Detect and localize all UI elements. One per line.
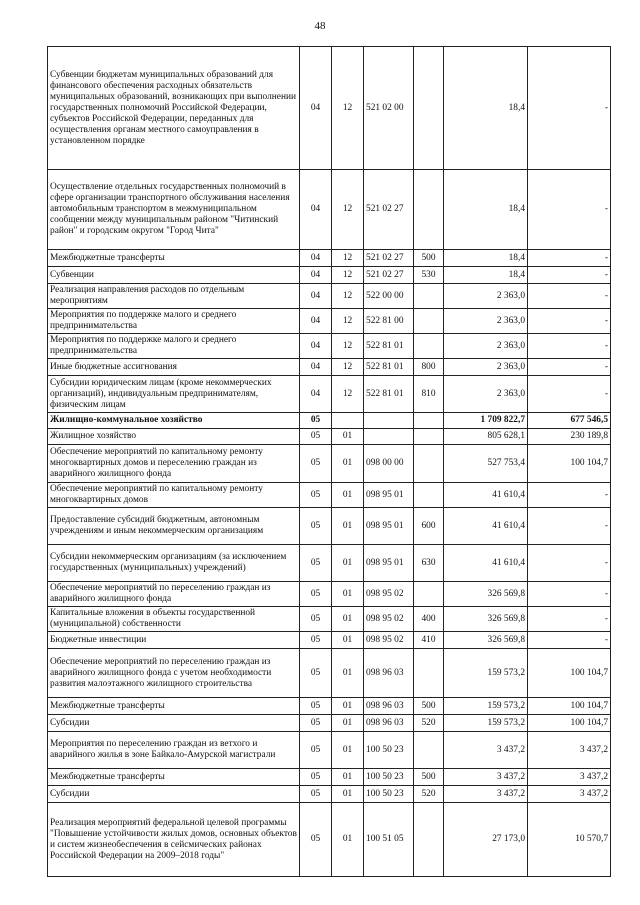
row-type: 410 — [414, 632, 444, 649]
row-code: 521 02 00 — [364, 47, 414, 170]
row-amount-1: 805 628,1 — [444, 429, 528, 445]
table-row — [48, 376, 611, 413]
table-row — [48, 334, 611, 359]
row-name: Реализация направления расходов по отдельным мероприятиям — [48, 284, 300, 309]
row-section: 05 — [300, 786, 332, 803]
row-type: 520 — [414, 786, 444, 803]
row-amount-2: - — [528, 508, 611, 545]
row-amount-2: 677 546,5 — [528, 413, 611, 429]
row-name: Субвенции бюджетам муниципальных образований для финансового обеспечения расходных обязательств муниципальных образований, возникающих при выполнении государственных полномочий Российской Федерации, субъектов Российской Федерации, переданных для осуществления органам местного самоуправления в установленном порядке — [48, 47, 300, 170]
row-type: 400 — [414, 607, 444, 632]
row-subsection: 12 — [332, 309, 364, 334]
row-amount-2: 230 189,8 — [528, 429, 611, 445]
row-code: 098 95 02 — [364, 582, 414, 607]
row-type — [414, 47, 444, 170]
row-section: 05 — [300, 483, 332, 508]
row-type: 810 — [414, 376, 444, 413]
row-amount-1: 18,4 — [444, 47, 528, 170]
table-row — [48, 582, 611, 607]
row-subsection: 12 — [332, 359, 364, 376]
row-amount-1: 41 610,4 — [444, 508, 528, 545]
row-type: 500 — [414, 698, 444, 715]
row-code: 521 02 27 — [364, 170, 414, 250]
row-name: Межбюджетные трансферты — [48, 250, 300, 267]
row-section: 05 — [300, 413, 332, 429]
row-amount-1: 18,4 — [444, 250, 528, 267]
row-section: 04 — [300, 47, 332, 170]
row-amount-2: - — [528, 284, 611, 309]
row-section: 05 — [300, 769, 332, 786]
row-amount-1: 326 569,8 — [444, 632, 528, 649]
table-row — [48, 429, 611, 445]
row-type: 500 — [414, 250, 444, 267]
row-amount-2: - — [528, 47, 611, 170]
row-subsection: 01 — [332, 483, 364, 508]
row-amount-1: 159 573,2 — [444, 649, 528, 698]
row-type — [414, 309, 444, 334]
row-type: 530 — [414, 267, 444, 284]
row-name: Субсидии юридическим лицам (кроме некоммерческих организаций), индивидуальным предпринимателям, физическим лицам — [48, 376, 300, 413]
row-type — [414, 483, 444, 508]
row-type — [414, 413, 444, 429]
row-amount-2: - — [528, 250, 611, 267]
row-section: 04 — [300, 250, 332, 267]
table-row — [48, 267, 611, 284]
row-amount-1: 159 573,2 — [444, 715, 528, 732]
row-name: Осуществление отдельных государственных полномочий в сфере организации транспортного обслуживания населения автомобильным транспортом в межмуниципальном сообщении между муниципальным районом "Читинский район" и городским округом "Город Чита" — [48, 170, 300, 250]
row-name: Обеспечение мероприятий по капитальному ремонту многоквартирных домов и переселению граждан из аварийного жилищного фонда — [48, 445, 300, 483]
row-name: Обеспечение мероприятий по переселению граждан из аварийного жилищного фонда с учетом необходимости развития малоэтажного жилищного строительства — [48, 649, 300, 698]
row-code: 098 96 03 — [364, 715, 414, 732]
budget-table-body — [48, 47, 611, 877]
row-type: 800 — [414, 359, 444, 376]
row-code: 522 81 01 — [364, 376, 414, 413]
row-amount-1: 3 437,2 — [444, 769, 528, 786]
row-section: 04 — [300, 334, 332, 359]
row-section: 05 — [300, 698, 332, 715]
row-name: Субвенции — [48, 267, 300, 284]
row-amount-2: 100 104,7 — [528, 445, 611, 483]
row-subsection: 01 — [332, 649, 364, 698]
row-amount-1: 41 610,4 — [444, 483, 528, 508]
row-section: 05 — [300, 803, 332, 877]
row-code: 098 95 02 — [364, 607, 414, 632]
row-section: 05 — [300, 732, 332, 769]
row-subsection: 01 — [332, 769, 364, 786]
row-code: 098 95 01 — [364, 508, 414, 545]
row-amount-2: - — [528, 309, 611, 334]
row-section: 04 — [300, 376, 332, 413]
row-subsection: 01 — [332, 786, 364, 803]
row-type — [414, 429, 444, 445]
row-type — [414, 334, 444, 359]
row-section: 04 — [300, 359, 332, 376]
row-amount-2: - — [528, 334, 611, 359]
row-subsection: 01 — [332, 582, 364, 607]
row-name: Обеспечение мероприятий по переселению граждан из аварийного жилищного фонда — [48, 582, 300, 607]
row-code: 098 95 01 — [364, 483, 414, 508]
table-row — [48, 545, 611, 582]
row-amount-2: 100 104,7 — [528, 698, 611, 715]
row-code: 100 51 05 — [364, 803, 414, 877]
row-amount-1: 2 363,0 — [444, 284, 528, 309]
row-amount-1: 27 173,0 — [444, 803, 528, 877]
row-amount-1: 2 363,0 — [444, 359, 528, 376]
table-row — [48, 786, 611, 803]
row-name: Реализация мероприятий федеральной целевой программы "Повышение устойчивости жилых домов, основных объектов и систем жизнеобеспечения в сейсмических районах Российской Федерации на 2009–2018 годы" — [48, 803, 300, 877]
table-row — [48, 698, 611, 715]
row-section: 05 — [300, 649, 332, 698]
row-section: 04 — [300, 170, 332, 250]
row-amount-2: 3 437,2 — [528, 786, 611, 803]
table-row — [48, 250, 611, 267]
row-code: 522 81 00 — [364, 309, 414, 334]
row-subsection: 01 — [332, 803, 364, 877]
table-row — [48, 508, 611, 545]
row-type: 630 — [414, 545, 444, 582]
row-type — [414, 649, 444, 698]
row-type: 520 — [414, 715, 444, 732]
row-subsection: 01 — [332, 607, 364, 632]
row-name: Субсидии — [48, 786, 300, 803]
row-code: 522 81 01 — [364, 359, 414, 376]
row-section: 05 — [300, 715, 332, 732]
row-section: 04 — [300, 284, 332, 309]
row-code: 098 96 03 — [364, 698, 414, 715]
row-amount-2: - — [528, 483, 611, 508]
row-code: 522 81 01 — [364, 334, 414, 359]
row-type: 600 — [414, 508, 444, 545]
row-amount-1: 527 753,4 — [444, 445, 528, 483]
row-subsection: 12 — [332, 376, 364, 413]
table-row — [48, 170, 611, 250]
row-code: 098 95 02 — [364, 632, 414, 649]
row-code: 098 95 01 — [364, 545, 414, 582]
row-section: 05 — [300, 508, 332, 545]
table-row — [48, 732, 611, 769]
row-amount-2: 3 437,2 — [528, 732, 611, 769]
row-amount-2: - — [528, 545, 611, 582]
row-name: Мероприятия по поддержке малого и среднего предпринимательства — [48, 309, 300, 334]
budget-table — [47, 46, 611, 877]
row-amount-2: - — [528, 170, 611, 250]
row-amount-2: - — [528, 632, 611, 649]
row-section: 04 — [300, 309, 332, 334]
row-type — [414, 170, 444, 250]
table-row — [48, 649, 611, 698]
row-code — [364, 429, 414, 445]
row-subsection: 12 — [332, 267, 364, 284]
table-row — [48, 607, 611, 632]
row-section: 04 — [300, 267, 332, 284]
row-subsection: 01 — [332, 732, 364, 769]
row-subsection: 01 — [332, 508, 364, 545]
row-type — [414, 803, 444, 877]
row-subsection: 12 — [332, 170, 364, 250]
table-row — [48, 632, 611, 649]
row-name: Межбюджетные трансферты — [48, 769, 300, 786]
row-amount-2: - — [528, 607, 611, 632]
table-row — [48, 359, 611, 376]
row-amount-1: 326 569,8 — [444, 607, 528, 632]
table-row — [48, 284, 611, 309]
row-name: Межбюджетные трансферты — [48, 698, 300, 715]
row-name: Бюджетные инвестиции — [48, 632, 300, 649]
row-section: 05 — [300, 545, 332, 582]
row-amount-1: 2 363,0 — [444, 309, 528, 334]
row-amount-1: 326 569,8 — [444, 582, 528, 607]
row-section: 05 — [300, 582, 332, 607]
page-number: 48 — [314, 20, 326, 32]
row-name: Предоставление субсидий бюджетным, автономным учреждениям и иным некоммерческим организациям — [48, 508, 300, 545]
table-row — [48, 803, 611, 877]
row-amount-1: 2 363,0 — [444, 334, 528, 359]
row-name: Мероприятия по переселению граждан из ветхого и аварийного жилья в зоне Байкало-Амурской магистрали — [48, 732, 300, 769]
row-amount-1: 18,4 — [444, 267, 528, 284]
row-type — [414, 732, 444, 769]
row-subsection: 01 — [332, 632, 364, 649]
row-amount-2: - — [528, 582, 611, 607]
row-amount-2: - — [528, 359, 611, 376]
row-subsection — [332, 413, 364, 429]
row-type — [414, 284, 444, 309]
table-row — [48, 715, 611, 732]
row-code: 522 00 00 — [364, 284, 414, 309]
row-name: Иные бюджетные ассигнования — [48, 359, 300, 376]
row-subsection: 01 — [332, 715, 364, 732]
row-amount-1: 3 437,2 — [444, 732, 528, 769]
row-section: 05 — [300, 607, 332, 632]
row-subsection: 01 — [332, 545, 364, 582]
row-name: Капитальные вложения в объекты государственной (муниципальной) собственности — [48, 607, 300, 632]
row-subsection: 12 — [332, 284, 364, 309]
table-row — [48, 413, 611, 429]
row-section: 05 — [300, 429, 332, 445]
table-row — [48, 769, 611, 786]
row-amount-1: 1 709 822,7 — [444, 413, 528, 429]
row-amount-2: - — [528, 376, 611, 413]
row-name: Субсидии — [48, 715, 300, 732]
row-amount-2: 100 104,7 — [528, 649, 611, 698]
row-code: 100 50 23 — [364, 786, 414, 803]
table-row — [48, 47, 611, 170]
row-subsection: 01 — [332, 429, 364, 445]
row-amount-1: 3 437,2 — [444, 786, 528, 803]
row-amount-2: - — [528, 267, 611, 284]
row-name: Мероприятия по поддержке малого и среднего предпринимательства — [48, 334, 300, 359]
row-subsection: 01 — [332, 445, 364, 483]
row-code: 098 00 00 — [364, 445, 414, 483]
row-amount-1: 18,4 — [444, 170, 528, 250]
row-code: 521 02 27 — [364, 267, 414, 284]
row-amount-2: 10 570,7 — [528, 803, 611, 877]
row-type — [414, 582, 444, 607]
table-row — [48, 445, 611, 483]
row-subsection: 12 — [332, 47, 364, 170]
row-subsection: 12 — [332, 250, 364, 267]
row-code: 100 50 23 — [364, 732, 414, 769]
row-amount-1: 2 363,0 — [444, 376, 528, 413]
row-section: 05 — [300, 445, 332, 483]
row-amount-2: 100 104,7 — [528, 715, 611, 732]
table-row — [48, 309, 611, 334]
row-code: 521 02 27 — [364, 250, 414, 267]
table-row — [48, 483, 611, 508]
row-name: Субсидии некоммерческим организациям (за исключением государственных (муниципальных) учреждений) — [48, 545, 300, 582]
row-section: 05 — [300, 632, 332, 649]
row-code — [364, 413, 414, 429]
row-subsection: 01 — [332, 698, 364, 715]
row-type: 500 — [414, 769, 444, 786]
row-amount-1: 41 610,4 — [444, 545, 528, 582]
row-name: Обеспечение мероприятий по капитальному ремонту многоквартирных домов — [48, 483, 300, 508]
row-type — [414, 445, 444, 483]
row-amount-2: 3 437,2 — [528, 769, 611, 786]
row-subsection: 12 — [332, 334, 364, 359]
row-code: 100 50 23 — [364, 769, 414, 786]
row-name: Жилищно-коммунальное хозяйство — [48, 413, 300, 429]
row-code: 098 96 03 — [364, 649, 414, 698]
row-amount-1: 159 573,2 — [444, 698, 528, 715]
row-name: Жилищное хозяйство — [48, 429, 300, 445]
